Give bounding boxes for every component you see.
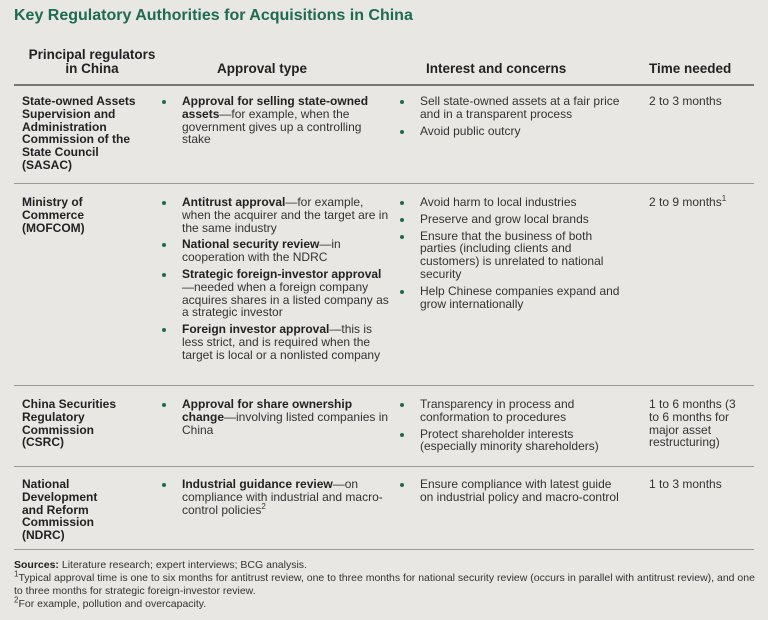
bullet-icon: [162, 273, 166, 277]
bullet-icon: [162, 100, 166, 104]
bullet-icon: [400, 218, 404, 222]
bullet-icon: [400, 433, 404, 437]
interest-text: Ensure compliance with latest guide on industrial policy and macro-control: [420, 477, 619, 504]
interest-text: Help Chinese companies expand and grow internationally: [420, 283, 620, 311]
approval-title: Industrial guidance review: [182, 477, 333, 491]
time-text: 1 to 3 months: [649, 477, 722, 491]
approval-list: [182, 196, 392, 366]
time-needed: [649, 398, 749, 449]
bullet-icon: [162, 328, 166, 332]
bullet-icon: [162, 201, 166, 205]
list-item: [182, 95, 392, 146]
regulator-name: China Securities Regulatory Commission (CSRC): [22, 397, 117, 450]
list-item: [420, 125, 620, 138]
row-divider: [14, 183, 754, 184]
approval-detail: —on compliance with industrial and macro-control policies: [182, 477, 383, 517]
header-interest: Interest and concerns: [426, 61, 567, 76]
interest-text: Protect shareholder interests (especially minority shareholders): [420, 426, 599, 454]
list-item: [182, 268, 392, 319]
time-text: 1 to 6 months (3 to 6 months for major asset restructuring): [649, 397, 736, 450]
list-item: [420, 213, 620, 226]
approval-detail: —for example, when the government gives up a controlling stake: [182, 106, 362, 147]
bullet-icon: [400, 403, 404, 407]
interest-list: [420, 478, 620, 508]
footnote-text: Typical approval time is one to six months for antitrust review, one to three months for national security review (occurs in parallel with antitrust review), and one to three months for strategic foreign-investor review.: [14, 572, 755, 597]
approval-title: Antitrust approval: [182, 195, 286, 209]
table-bottom-divider: [14, 549, 754, 550]
interest-text: Avoid harm to local industries: [420, 195, 577, 209]
sources-note: [14, 559, 759, 572]
interest-text: Preserve and grow local brands: [420, 211, 589, 226]
interest-list: [420, 398, 620, 457]
footnote-ref: 2: [261, 501, 266, 511]
bullet-icon: [400, 483, 404, 487]
approval-list: [182, 398, 392, 440]
approval-title: Strategic foreign-investor approval: [182, 266, 382, 281]
bullet-icon: [400, 201, 404, 205]
footer-notes: [14, 559, 759, 611]
time-needed: [649, 95, 759, 108]
list-item: [182, 196, 392, 234]
time-text: 2 to 3 months: [649, 94, 722, 108]
approval-title: National security review: [182, 237, 320, 252]
list-item: [420, 196, 620, 209]
bullet-icon: [400, 235, 404, 239]
page-title: Key Regulatory Authorities for Acquisitions in China: [14, 7, 413, 24]
sources-text: Literature research; expert interviews; BCG analysis.: [58, 559, 307, 571]
header-regulators: Principal regulators in China: [28, 47, 156, 76]
list-item: [420, 230, 620, 281]
sources-label: Sources:: [14, 559, 59, 571]
list-item: [182, 323, 392, 361]
regulator-name: State-owned Assets Supervision and Administration Commission of the State Council (SASAC): [22, 94, 136, 172]
list-item: [420, 95, 620, 121]
row-divider: [14, 466, 754, 467]
time-text: 2 to 9 months: [649, 195, 722, 209]
interest-text: Sell state-owned assets at a fair price and in a transparent process: [420, 94, 620, 121]
approval-title: Approval for share ownership change: [182, 397, 353, 424]
time-needed: [649, 478, 759, 491]
regulator-name: National Development and Reform Commission (NDRC): [22, 477, 98, 543]
bullet-icon: [400, 130, 404, 134]
approval-list: [182, 478, 392, 520]
list-item: [420, 428, 620, 454]
list-item: [182, 398, 392, 436]
header-divider: [14, 84, 754, 86]
header-time: Time needed: [649, 61, 732, 76]
approval-detail: —this is less strict, and is required when the target is local or a nonlisted company: [182, 322, 381, 362]
bullet-icon: [400, 290, 404, 294]
footnote-2: [14, 595, 759, 611]
list-item: [420, 478, 620, 504]
interest-text: Transparency in process and conformation to procedures: [420, 397, 575, 424]
bullet-icon: [400, 100, 404, 104]
interest-text: Avoid public outcry: [420, 123, 521, 138]
header-approval: Approval type: [217, 61, 308, 76]
approval-title: Foreign investor approval: [182, 322, 330, 337]
footnote-ref: 1: [721, 194, 727, 203]
footnote-marker: 1: [14, 569, 19, 579]
approval-detail: —for example, when the acquirer and the target are in the same industry: [182, 195, 389, 235]
bullet-icon: [162, 403, 166, 407]
bullet-icon: [162, 483, 166, 487]
footnote-text: For example, pollution and overcapacity.: [18, 598, 207, 610]
interest-list: [420, 196, 620, 314]
footnote-marker: 2: [14, 595, 19, 605]
approval-detail: —needed when a foreign company acquires shares in a listed company as a strategic investor: [182, 279, 389, 320]
approval-detail: —involving listed companies in China: [182, 409, 389, 437]
list-item: [182, 238, 392, 264]
interest-text: Ensure that the business of both parties (including clients and customers) is unrelated to national security: [420, 228, 604, 281]
list-item: [182, 478, 392, 516]
approval-list: [182, 95, 392, 150]
interest-list: [420, 95, 620, 141]
footnote-1: [14, 569, 759, 598]
row-divider: [14, 385, 754, 386]
bullet-icon: [162, 243, 166, 247]
approval-title: Approval for selling state-owned assets: [182, 94, 369, 121]
list-item: [420, 398, 620, 424]
approval-detail: —in cooperation with the NDRC: [182, 237, 341, 265]
regulator-name: Ministry of Commerce (MOFCOM): [22, 195, 85, 235]
time-needed: [649, 196, 759, 209]
list-item: [420, 285, 620, 311]
